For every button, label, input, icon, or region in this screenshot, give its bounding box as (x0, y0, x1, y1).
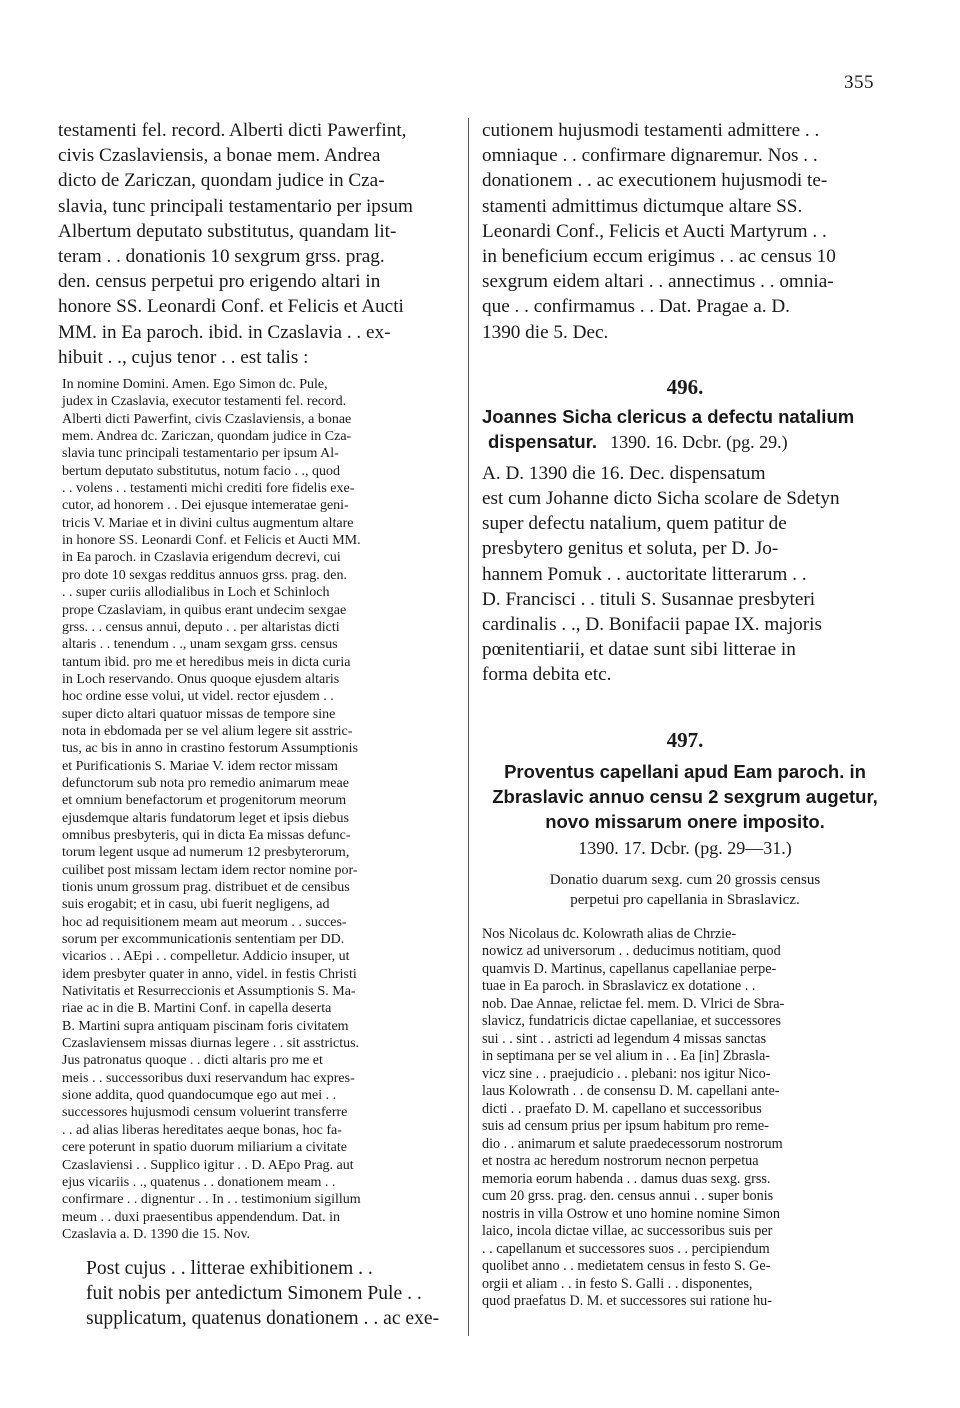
left-charter-line: sorum per excommunicationis sententiam per DD. (62, 932, 345, 948)
left-charter-line: meis . . successoribus duxi reservandum hac expres- (62, 1070, 355, 1086)
section-title-497-line2: Zbraslavic annuo censu 2 sexgrum augetur, (492, 785, 878, 807)
right-paragraph-1 (482, 118, 888, 345)
page-number: 355 (844, 72, 874, 93)
left-charter-line: pro dote 10 sexgas redditus annuos grss. prag. den. (62, 567, 348, 583)
right-para1-line: stamenti admittimus dictumque altare SS. (482, 195, 803, 217)
section-497-charter-line: suis ad censum prius per ipsum habitum pro reme- (482, 1118, 769, 1135)
left-para1-line: Albertum deputato substitutus, quandam lit- (58, 220, 397, 242)
section-date-497: 1390. 17. Dcbr. (pg. 29—31.) (578, 837, 792, 858)
left-charter-line: judex in Czaslavia, executor testamenti fel. record. (62, 394, 347, 410)
section-496 (482, 375, 888, 688)
section-497-charter-line: Nos Nicolaus dc. Kolowrath alias de Chrzie- (482, 925, 737, 942)
left-charter-line: cuilibet post missam lectam idem rector nomine por- (62, 862, 358, 878)
left-para1-line: dicto de Zariczan, quondam judice in Cza- (58, 170, 385, 192)
left-charter-line: vicarios . . AEpi . . compelletur. Addicio insuper, ut (62, 949, 350, 965)
left-charter-line: omnibus presbyteris, qui in dicta Ea missas defunc- (62, 827, 351, 843)
section-497-charter-line: slavicz, fundatricis dictae capellaniae, et successores (482, 1013, 781, 1030)
left-charter-line: grss. . . census annui, deputo . . per altaristas dicti (62, 619, 340, 635)
left-charter-line: sione addita, quod quandocumque ego aut mei . . (62, 1088, 337, 1104)
section-497-charter-line: dicti . . praefato D. M. capellano et successoribus (482, 1100, 762, 1117)
section-497-charter-line: laico, incola dictae villae, ac successoribus suis per (482, 1223, 773, 1240)
summary-line-1: Donatio duarum sexg. cum 20 grossis census (549, 871, 821, 888)
left-para1-line: teram . . donationis 10 sexgrum grss. prag. (58, 246, 385, 268)
left-charter-line: . . super curiis allodialibus in Loch et Schinloch (62, 585, 330, 601)
section-496-body-line: forma debita etc. (482, 664, 612, 686)
right-para1-line: que . . confirmamus . . Dat. Pragae a. D. (482, 296, 790, 318)
left-charter-line: defunctorum sub nota pro remedio animarum meae (62, 775, 349, 791)
left-charter-line: cutor, ad honorem . . Dei ejusque intemeratae geni- (62, 498, 349, 514)
left-charter-line: in Ea paroch. in Czaslavia erigendum decrevi, cui (62, 550, 341, 566)
left-charter-line: nota in ebdomada per se vel alium legere sit asstric- (62, 723, 353, 739)
left-para1-line: den. census perpetui pro erigendo altari in (58, 271, 381, 293)
left-charter-line: slavia tunc principali testamentario per ipsum Al- (62, 446, 339, 462)
left-para2-line: supplicatum, quatenus donationem . . ac exe- (86, 1308, 440, 1330)
right-para1-line: Leonardi Conf., Felicis et Aucti Martyrum . . (482, 220, 827, 242)
section-497-charter-line: memoria eorum habenda . . damus duas sexg. grss. (482, 1170, 771, 1187)
left-charter-line: in honore SS. Leonardi Conf. et Felicis et Aucti MM. (62, 533, 361, 549)
left-para1-line: civis Czaslaviensis, a bonae mem. Andrea (58, 145, 381, 167)
right-para1-line: 1390 die 5. Dec. (482, 321, 609, 343)
left-charter-line: Jus patronatus quoque . . dicti altaris pro me et (62, 1053, 323, 1069)
left-charter-line: meum . . duxi praesentibus appendendum. Dat. in (62, 1209, 340, 1225)
left-charter-line: et omnium benefactorum et progenitorum meorum (62, 793, 347, 809)
section-497-charter-line: quolibet anno . . medietatem census in festo S. Ge- (482, 1258, 771, 1275)
section-497-charter-line: nostris in villa Ostrow et uno homine nomine Simon (482, 1205, 780, 1222)
left-charter-line: altaris . . tenendum . ., unam sexgam grss. census (62, 637, 338, 653)
left-charter-line: et Purificationis S. Mariae V. idem rector missam (62, 758, 338, 774)
section-497-charter-line: quod praefatus D. M. et successores sui ratione hu- (482, 1293, 772, 1310)
section-title-496-line2: dispensatur. (488, 430, 597, 452)
left-charter-line: . . ad alias liberas hereditates aeque bonas, hoc fa- (62, 1122, 342, 1138)
section-title-496-line1: Joannes Sicha clericus a defectu natalium (482, 405, 855, 427)
section-497-charter-line: nowicz ad universorum . . deducimus notitiam, quod (482, 943, 781, 960)
left-charter-line: mem. Andrea dc. Zariczan, quondam judice in Cza- (62, 429, 352, 445)
section-date-496: 1390. 16. Dcbr. (pg. 29.) (610, 431, 788, 452)
section-496-body-line: cardinalis . ., D. Bonifacii papae IX. majoris (482, 614, 822, 636)
section-496-body-line: super defectu natalium, quem patitur de (482, 513, 787, 535)
left-para1-line: slavia, tunc principali testamentario per ipsum (58, 195, 413, 217)
section-title-497-line1: Proventus capellani apud Eam paroch. in (504, 760, 866, 782)
section-summary-497 (482, 870, 888, 910)
left-charter-line: in Loch reservando. Onus quoque ejusdem altaris (62, 671, 340, 687)
section-497-charter-line: et nostra ac heredum nostrorum necnon perpetua (482, 1153, 759, 1170)
section-497-charter-line: in septimana per se vel alium in . . Ea [in] Zbrasla- (482, 1048, 770, 1065)
left-charter-text (58, 376, 458, 1243)
section-497-charter-text (482, 926, 888, 1311)
left-charter-line: tionis unum grossum prag. distribuet et de censibus (62, 880, 350, 895)
left-charter-line: B. Martini supra antiquam piscinam foris civitatem (62, 1018, 349, 1034)
left-charter-line: prope Czaslaviam, in quibus erant undecim sexgae (62, 602, 347, 618)
summary-line-2: perpetui pro capellania in Sbraslavicz. (570, 891, 800, 908)
left-para1-line: testamenti fel. record. Alberti dicti Pawerfint, (58, 120, 407, 141)
right-para1-line: omniaque . . confirmare dignaremur. Nos . . (482, 145, 818, 167)
left-para1-line: honore SS. Leonardi Conf. et Felicis et Aucti (58, 296, 404, 318)
left-para2-line: Post cujus . . litterae exhibitionem . . (86, 1258, 373, 1280)
section-497-charter-line: cum 20 grss. prag. den. census annui . . super bonis (482, 1188, 774, 1205)
left-charter-line: confirmare . . dignentur . . In . . testimonium sigillum (62, 1192, 361, 1208)
section-497 (482, 728, 888, 1311)
left-charter-line: torum legent usque ad numerum 12 presbyterorum, (62, 845, 350, 861)
left-charter-line: tricis V. Mariae et in divini cultus augmentum altare (62, 515, 354, 531)
left-paragraph-1 (58, 118, 458, 370)
section-497-charter-line: dio . . animarum et salute praedecessorum nostrorum (482, 1135, 783, 1152)
left-charter-line: Czaslavia a. D. 1390 die 15. Nov. (62, 1226, 251, 1242)
left-charter-line: ejus vicariis . ., quatenus . . donationem meam . . (62, 1174, 336, 1190)
left-para1-line: MM. in Ea paroch. ibid. in Czaslavia . . ex- (58, 321, 391, 343)
section-497-charter-line: nob. Dae Annae, relictae fel. mem. D. Vlrici de Sbra- (482, 995, 785, 1012)
left-charter-line: Czaslaviensi . . Supplico igitur . . D. AEpo Prag. aut (62, 1157, 354, 1173)
left-charter-line: super dicto altari quatuor missas de tempore sine (62, 706, 336, 722)
right-para1-line: in beneficium eccum erigimus . . ac census 10 (482, 246, 836, 268)
left-charter-line: hoc ordine esse volui, ut videl. rector ejusdem . . (62, 689, 334, 705)
left-paragraph-2 (58, 1256, 458, 1331)
section-496-body-line: A. D. 1390 die 16. Dec. dispensatum (482, 462, 766, 484)
right-para1-line: cutionem hujusmodi testamenti admittere . . (482, 120, 820, 141)
left-charter-line: bertum deputato substitutus, notum facio . ., quod (62, 463, 341, 479)
left-charter-line: Nativitatis et Resurreccionis et Assumptionis S. Ma- (62, 984, 356, 1000)
section-496-body (482, 461, 888, 688)
left-charter-line: suis erogabit; et in casu, ubi fuerit negligens, ad (62, 897, 330, 913)
section-title-497 (482, 759, 888, 834)
column-divider (468, 118, 469, 1336)
left-charter-line: ejusdemque altaris fundatorum leget et ipsis diebus (62, 810, 349, 826)
left-charter-line: tantum ibid. pro me et heredibus meis in dicta curia (62, 654, 351, 670)
section-497-charter-line: orgii et aliam . . in festo S. Galli . . disponentes, (482, 1275, 753, 1292)
section-497-charter-line: . . capellanum et successores suos . . percipiendum (482, 1240, 770, 1257)
left-column (58, 118, 458, 1331)
section-title-496 (482, 404, 888, 455)
left-charter-line: tus, ac bis in anno in crastino festorum Assumptionis (62, 741, 358, 757)
left-charter-line: cere poterunt in spatio duorum miliarium a civitate (62, 1140, 347, 1156)
right-para1-line: donationem . . ac executionem hujusmodi te- (482, 170, 828, 192)
section-number-497: 497. (666, 727, 704, 752)
left-charter-line: In nomine Domini. Amen. Ego Simon dc. Pule, (62, 377, 328, 393)
section-496-body-line: D. Francisci . . tituli S. Susannae presbyteri (482, 588, 816, 610)
section-497-charter-line: vicz sine . . praejudicio . . plebani: nos igitur Nico- (482, 1065, 771, 1082)
left-charter-line: hoc ad requisitionem meam aut meorum . . succes- (62, 914, 347, 930)
right-column (482, 118, 888, 1311)
left-para1-line: hibuit . ., cujus tenor . . est talis : (58, 346, 309, 368)
right-para1-line: sexgrum eidem altari . . annectimus . . omnia- (482, 271, 834, 293)
section-496-body-line: hannem Pomuk . . auctoritate litterarum . . (482, 563, 807, 585)
left-charter-line: idem presbyter quater in anno, videl. in festis Christi (62, 966, 357, 982)
section-496-body-line: presbytero genitus et soluta, per D. Jo- (482, 538, 779, 560)
section-497-charter-line: sui . . sint . . astricti ad legendum 4 missas sanctas (482, 1030, 767, 1047)
left-charter-line: . . volens . . testamenti michi crediti fore fidelis exe- (62, 481, 355, 497)
section-number-496: 496. (666, 374, 704, 399)
section-497-charter-line: tuae in Ea paroch. in Sbraslavicz ex dotatione . . (482, 978, 756, 995)
left-charter-line: riae ac in die B. Martini Conf. in capella deserta (62, 1001, 332, 1017)
left-charter-line: Czaslaviensem missas diurnas legere . . sit asstrictus. (62, 1036, 360, 1052)
left-charter-line: Alberti dicti Pawerfint, civis Czaslaviensis, a bonae (62, 411, 352, 427)
section-496-body-line: pœnitentiarii, et datae sunt sibi litterae in (482, 639, 796, 661)
section-497-charter-line: laus Kolowrath . . de consensu D. M. capellani ante- (482, 1083, 780, 1100)
section-497-charter-line: quamvis D. Martinus, capellanus capellaniae perpe- (482, 960, 777, 977)
section-title-497-line3: novo missarum onere imposito. (545, 810, 825, 832)
section-496-body-line: est cum Johanne dicto Sicha scolare de Sdetyn (482, 488, 840, 510)
left-charter-line: successores hujusmodi censum voluerint transferre (62, 1105, 348, 1121)
left-para2-line: fuit nobis per antedictum Simonem Pule . . (86, 1283, 422, 1305)
